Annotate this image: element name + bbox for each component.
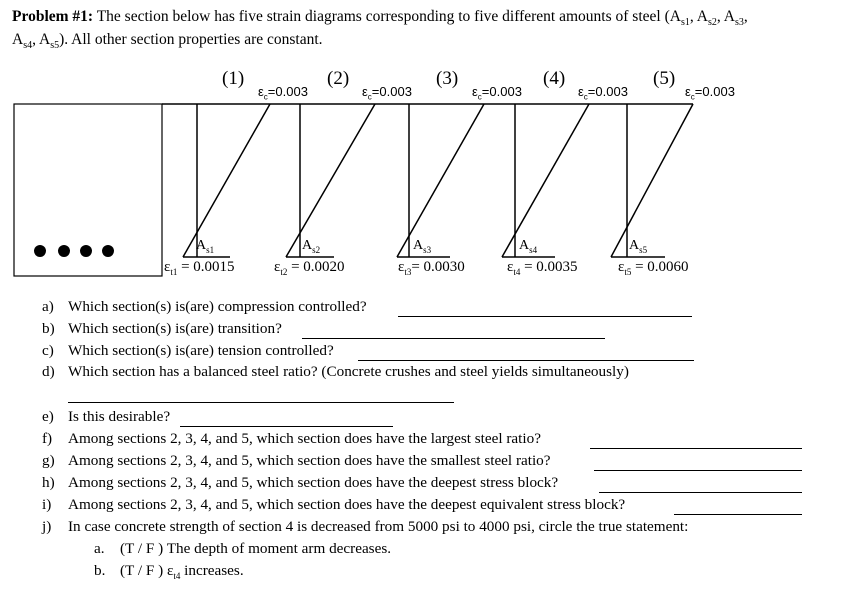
q-label: c) <box>42 342 54 359</box>
q-label: b) <box>42 320 55 337</box>
eps-t-sub: t2 <box>280 267 288 277</box>
steel-A: A <box>629 238 640 253</box>
strain-line-3 <box>397 104 484 257</box>
question-a <box>42 298 367 316</box>
eps-sub: c <box>367 92 372 102</box>
strain-line-1 <box>183 104 270 257</box>
answer-blank-a[interactable] <box>398 316 692 317</box>
q-label: a) <box>42 298 54 315</box>
opt-text: (T / F ) ε <box>120 562 174 579</box>
steel-bar-1 <box>34 245 46 257</box>
q-text: Which section has a balanced steel ratio? (Concrete crushes and steel yields simultaneously) <box>68 363 629 380</box>
diagram-4-concrete-strain <box>578 84 628 102</box>
eps-t-value: = 0.0035 <box>520 259 578 275</box>
steel-A: A <box>413 238 424 253</box>
diagram-3-number: (3) <box>436 68 459 89</box>
steel-A: A <box>302 238 313 253</box>
eps-value: =0.003 <box>481 84 522 99</box>
opt-label: a. <box>94 540 105 557</box>
steel-sub: s2 <box>312 244 321 255</box>
answer-blank-f[interactable] <box>590 448 802 449</box>
intro2-sub-5: s5 <box>50 40 60 52</box>
q-text: Among sections 2, 3, 4, and 5, which section does have the largest steel ratio? <box>68 430 541 447</box>
answer-blank-e[interactable] <box>180 426 393 427</box>
diagram-2-concrete-strain <box>362 84 412 102</box>
steel-label-4 <box>519 238 537 255</box>
steel-A: A <box>519 238 530 253</box>
steel-sub: s3 <box>423 244 432 255</box>
q-label: j) <box>42 518 52 535</box>
eps-t-sub: t4 <box>513 267 521 277</box>
q-text: Among sections 2, 3, 4, and 5, which section does have the deepest stress block? <box>68 474 559 491</box>
diagram-1-concrete-strain <box>258 84 308 102</box>
eps-symbol: ε <box>685 84 691 99</box>
intro-comma-3: , <box>743 8 748 25</box>
q-text: Which section(s) is(are) compression controlled? <box>68 298 367 315</box>
q-label: i) <box>42 496 52 513</box>
eps-symbol: ε <box>258 84 264 99</box>
eps-value: =0.003 <box>267 84 308 99</box>
option-j-b[interactable] <box>94 562 244 581</box>
steel-strain-4 <box>507 259 578 277</box>
eps-value: =0.003 <box>587 84 628 99</box>
eps-value: =0.003 <box>694 84 735 99</box>
steel-label-2 <box>302 238 320 255</box>
question-d <box>42 363 629 381</box>
question-e <box>42 408 170 426</box>
answer-blank-h[interactable] <box>599 492 802 493</box>
steel-strain-3 <box>398 259 465 277</box>
diagram-5-number: (5) <box>653 68 676 89</box>
eps-t: ε <box>164 259 171 275</box>
intro-sub-3: s3 <box>734 17 744 29</box>
steel-bar-3 <box>80 245 92 257</box>
question-g <box>42 452 551 470</box>
steel-sub: s5 <box>639 244 648 255</box>
steel-strain-2 <box>274 259 345 277</box>
steel-bar-4 <box>102 245 114 257</box>
steel-A: A <box>196 238 207 253</box>
eps-t-sub: t1 <box>170 267 178 277</box>
strain-line-5 <box>611 104 693 257</box>
answer-blank-c[interactable] <box>358 360 694 361</box>
q-label: g) <box>42 452 55 469</box>
eps-t: ε <box>274 259 281 275</box>
steel-bar-2 <box>58 245 70 257</box>
intro-text: The section below has five strain diagrams corresponding to five different amounts of steel (A <box>96 8 681 25</box>
answer-blank-d[interactable] <box>68 402 454 403</box>
steel-label-3 <box>413 238 431 255</box>
steel-label-1 <box>196 238 214 255</box>
eps-sub: c <box>263 92 268 102</box>
diagram-5-concrete-strain <box>685 84 735 102</box>
q-label: e) <box>42 408 54 425</box>
steel-sub: s1 <box>206 244 215 255</box>
answer-blank-g[interactable] <box>594 470 802 471</box>
intro-sub-1: s1 <box>680 17 690 29</box>
steel-label-5 <box>629 238 647 255</box>
q-label: h) <box>42 474 55 491</box>
intro2-a: A <box>12 31 24 48</box>
intro2-mid: , A <box>32 31 51 48</box>
eps-t-sub: t5 <box>624 267 632 277</box>
eps-sub: c <box>477 92 482 102</box>
problem-title: Problem #1: <box>12 8 94 25</box>
eps-symbol: ε <box>362 84 368 99</box>
eps-symbol: ε <box>578 84 584 99</box>
steel-strain-5 <box>618 259 689 277</box>
q-text: Is this desirable? <box>68 408 171 425</box>
opt-text: (T / F ) The depth of moment arm decreases. <box>120 540 392 557</box>
q-text: Among sections 2, 3, 4, and 5, which section does have the smallest steel ratio? <box>68 452 551 469</box>
eps-sub: c <box>583 92 588 102</box>
question-f <box>42 430 541 448</box>
q-text: Which section(s) is(are) transition? <box>68 320 282 337</box>
eps-t: ε <box>618 259 625 275</box>
intro2-sub-4: s4 <box>23 40 33 52</box>
diagram-4-number: (4) <box>543 68 566 89</box>
eps-t: ε <box>507 259 514 275</box>
steel-strain-1 <box>164 259 235 277</box>
answer-blank-i[interactable] <box>674 514 802 515</box>
eps-t-value: = 0.0030 <box>411 259 465 275</box>
diagram-3-concrete-strain <box>472 84 522 102</box>
answer-blank-b[interactable] <box>302 338 605 339</box>
intro-comma-2: , A <box>716 8 735 25</box>
intro2-tail: ). All other section properties are constant. <box>59 31 323 48</box>
eps-value: =0.003 <box>371 84 412 99</box>
opt-tail: increases. <box>180 562 244 579</box>
q-text: Which section(s) is(are) tension controlled? <box>68 342 334 359</box>
steel-sub: s4 <box>529 244 538 255</box>
opt-label: b. <box>94 562 106 579</box>
intro-comma-1: , A <box>689 8 708 25</box>
q-text: Among sections 2, 3, 4, and 5, which section does have the deepest equivalent stress block? <box>68 496 626 513</box>
q-text: In case concrete strength of section 4 is decreased from 5000 psi to 4000 psi, circle the true statement: <box>68 518 689 535</box>
question-i <box>42 496 625 514</box>
eps-t-value: = 0.0020 <box>287 259 345 275</box>
diagram-1-number: (1) <box>222 68 245 89</box>
opt-sub: t4 <box>173 571 181 582</box>
eps-t-value: = 0.0060 <box>631 259 689 275</box>
question-j <box>42 518 688 536</box>
question-b <box>42 320 282 338</box>
diagram-2-number: (2) <box>327 68 350 89</box>
option-j-a[interactable] <box>94 540 391 558</box>
q-label: f) <box>42 430 53 447</box>
intro-sub-2: s2 <box>707 17 717 29</box>
eps-t-value: = 0.0015 <box>177 259 235 275</box>
q-label: d) <box>42 363 55 380</box>
eps-symbol: ε <box>472 84 478 99</box>
eps-sub: c <box>690 92 695 102</box>
eps-t-sub: t3 <box>404 267 412 277</box>
question-c <box>42 342 334 360</box>
question-h <box>42 474 558 492</box>
eps-t: ε <box>398 259 405 275</box>
